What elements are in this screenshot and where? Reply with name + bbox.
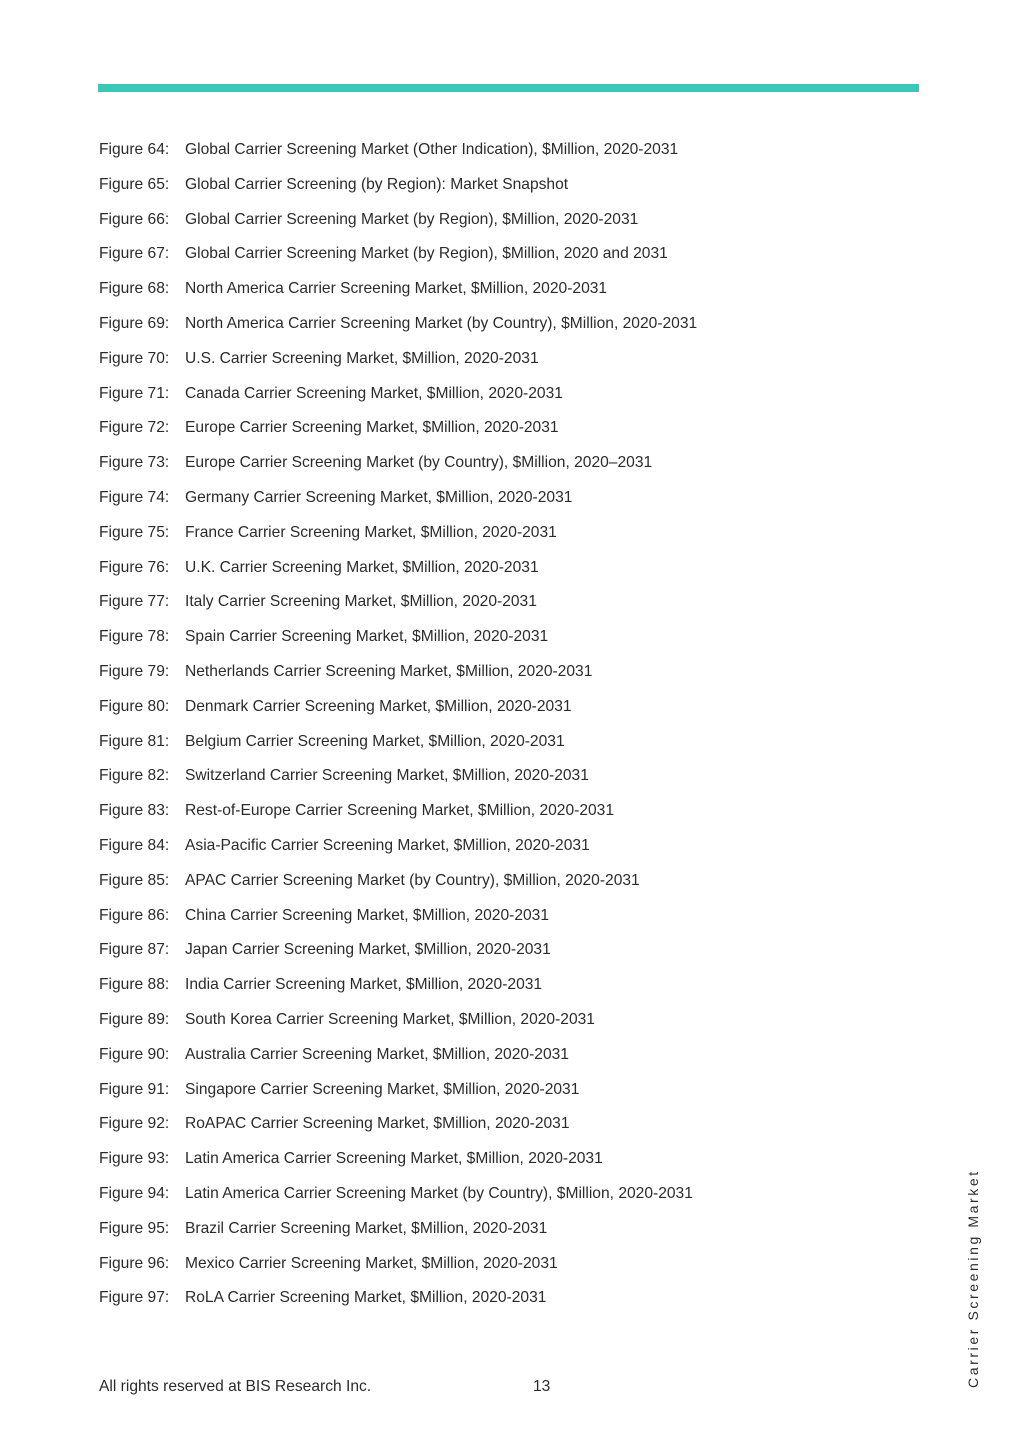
figure-number: Figure 84: <box>99 836 170 854</box>
figure-number: Figure 86: <box>99 906 170 924</box>
figure-title: APAC Carrier Screening Market (by Country), $Million, 2020-2031 <box>185 871 640 889</box>
figure-number: Figure 64: <box>99 141 170 158</box>
figure-title: South Korea Carrier Screening Market, $Million, 2020-2031 <box>185 1010 595 1028</box>
list-item <box>99 278 697 313</box>
figure-number: Figure 97: <box>99 1289 170 1307</box>
figure-title: Denmark Carrier Screening Market, $Million, 2020-2031 <box>185 697 572 715</box>
figure-title: Global Carrier Screening Market (by Region), $Million, 2020-2031 <box>185 210 639 228</box>
list-item <box>99 591 697 626</box>
figure-title: Global Carrier Screening Market (by Region), $Million, 2020 and 2031 <box>185 245 668 263</box>
figure-number: Figure 93: <box>99 1150 170 1168</box>
figure-number: Figure 73: <box>99 454 170 472</box>
figure-title: Asia-Pacific Carrier Screening Market, $Million, 2020-2031 <box>185 836 590 854</box>
figure-title: U.S. Carrier Screening Market, $Million, 2020-2031 <box>185 349 539 367</box>
figure-title: North America Carrier Screening Market, $Million, 2020-2031 <box>185 280 608 298</box>
figure-number: Figure 85: <box>99 871 170 889</box>
figure-number: Figure 88: <box>99 976 170 994</box>
figure-number: Figure 65: <box>99 175 170 193</box>
figure-title: Europe Carrier Screening Market, $Million, 2020-2031 <box>185 419 559 437</box>
list-item <box>99 800 697 835</box>
list-item <box>99 1253 697 1288</box>
figure-title: North America Carrier Screening Market (by Country), $Million, 2020-2031 <box>185 314 698 332</box>
list-item <box>99 1009 697 1044</box>
list-item <box>99 1113 697 1148</box>
figure-title: Rest-of-Europe Carrier Screening Market, $Million, 2020-2031 <box>185 802 615 820</box>
list-item <box>99 731 697 766</box>
figure-number: Figure 91: <box>99 1080 170 1098</box>
figure-title: Spain Carrier Screening Market, $Million, 2020-2031 <box>185 628 549 646</box>
figure-title: France Carrier Screening Market, $Million, 2020-2031 <box>185 523 557 541</box>
figure-number: Figure 87: <box>99 941 170 959</box>
figure-title: Japan Carrier Screening Market, $Million, 2020-2031 <box>185 941 551 959</box>
figure-title: Mexico Carrier Screening Market, $Million, 2020-2031 <box>185 1254 558 1272</box>
figure-title: Switzerland Carrier Screening Market, $Million, 2020-2031 <box>185 767 589 785</box>
figure-title: Latin America Carrier Screening Market, $Million, 2020-2031 <box>185 1150 603 1168</box>
list-item <box>99 939 697 974</box>
list-of-figures <box>99 139 697 1322</box>
figure-number: Figure 83: <box>99 802 170 820</box>
figure-title: RoLA Carrier Screening Market, $Million, 2020-2031 <box>185 1289 547 1307</box>
figure-title: Singapore Carrier Screening Market, $Million, 2020-2031 <box>185 1080 580 1098</box>
list-item <box>99 383 697 418</box>
figure-number: Figure 81: <box>99 732 170 750</box>
list-item <box>99 1287 697 1322</box>
figure-number: Figure 69: <box>99 314 170 332</box>
header-accent-rule <box>98 84 919 92</box>
list-item <box>99 661 697 696</box>
figure-number: Figure 76: <box>99 558 170 576</box>
figure-number: Figure 70: <box>99 349 170 367</box>
figure-title: Latin America Carrier Screening Market (by Country), $Million, 2020-2031 <box>185 1184 693 1202</box>
figure-title: Belgium Carrier Screening Market, $Million, 2020-2031 <box>185 732 565 750</box>
figure-title: Canada Carrier Screening Market, $Million, 2020-2031 <box>185 384 563 402</box>
figure-number: Figure 90: <box>99 1045 170 1063</box>
figure-title: U.K. Carrier Screening Market, $Million, 2020-2031 <box>185 558 539 576</box>
list-item <box>99 417 697 452</box>
list-item <box>99 905 697 940</box>
figure-title: Italy Carrier Screening Market, $Million, 2020-2031 <box>185 593 537 611</box>
list-item <box>99 452 697 487</box>
list-item <box>99 1218 697 1253</box>
page-number: 13 <box>533 1378 551 1395</box>
figure-number: Figure 96: <box>99 1254 170 1272</box>
figure-number: Figure 74: <box>99 488 170 506</box>
figure-number: Figure 75: <box>99 523 170 541</box>
figure-number: Figure 92: <box>99 1115 170 1133</box>
list-item <box>99 1044 697 1079</box>
list-item <box>99 1079 697 1114</box>
list-item <box>99 974 697 1009</box>
list-item <box>99 870 697 905</box>
list-item <box>99 487 697 522</box>
figure-title: India Carrier Screening Market, $Million, 2020-2031 <box>185 976 543 994</box>
figure-title: Global Carrier Screening (by Region): Market Snapshot <box>185 175 569 193</box>
figure-title: Global Carrier Screening Market (Other Indication), $Million, 2020-2031 <box>185 141 679 158</box>
figure-title: Netherlands Carrier Screening Market, $Million, 2020-2031 <box>185 662 593 680</box>
figure-number: Figure 67: <box>99 245 170 263</box>
list-item <box>99 696 697 731</box>
list-item <box>99 765 697 800</box>
figure-number: Figure 82: <box>99 767 170 785</box>
figure-title: Brazil Carrier Screening Market, $Million, 2020-2031 <box>185 1219 548 1237</box>
figure-number: Figure 71: <box>99 384 170 402</box>
figure-number: Figure 89: <box>99 1010 170 1028</box>
list-item <box>99 1148 697 1183</box>
list-item <box>99 313 697 348</box>
list-item <box>99 348 697 383</box>
list-item <box>99 522 697 557</box>
figure-title: China Carrier Screening Market, $Million, 2020-2031 <box>185 906 550 924</box>
footer-copyright: All rights reserved at BIS Research Inc. <box>99 1378 372 1395</box>
figure-number: Figure 95: <box>99 1219 170 1237</box>
list-item <box>99 1183 697 1218</box>
figure-number: Figure 94: <box>99 1184 170 1202</box>
figure-number: Figure 78: <box>99 628 170 646</box>
figure-number: Figure 66: <box>99 210 170 228</box>
figure-number: Figure 80: <box>99 697 170 715</box>
side-running-title: Carrier Screening Market <box>965 1169 981 1388</box>
list-item <box>99 626 697 661</box>
figure-number: Figure 68: <box>99 280 170 298</box>
list-item <box>99 174 697 209</box>
list-item <box>99 139 697 174</box>
figure-title: Australia Carrier Screening Market, $Million, 2020-2031 <box>185 1045 569 1063</box>
list-item <box>99 557 697 592</box>
figure-title: Europe Carrier Screening Market (by Country), $Million, 2020–2031 <box>185 454 653 472</box>
figure-title: Germany Carrier Screening Market, $Million, 2020-2031 <box>185 488 573 506</box>
list-item <box>99 835 697 870</box>
figure-title: RoAPAC Carrier Screening Market, $Million, 2020-2031 <box>185 1115 570 1133</box>
figure-number: Figure 79: <box>99 662 170 680</box>
list-item <box>99 209 697 244</box>
figure-number: Figure 77: <box>99 593 170 611</box>
list-item <box>99 243 697 278</box>
figure-number: Figure 72: <box>99 419 170 437</box>
